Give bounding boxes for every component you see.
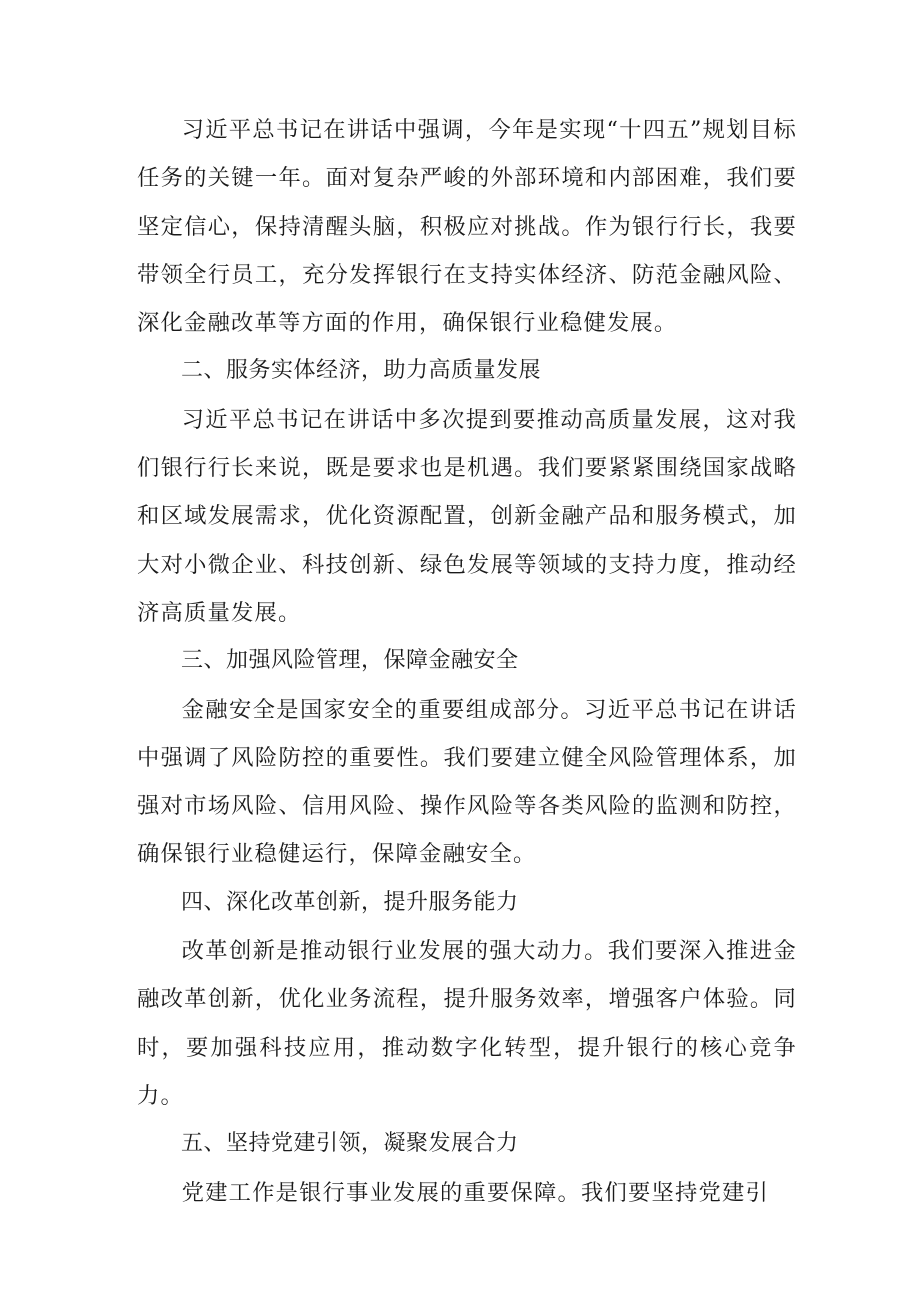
- document-page: [137, 106, 797, 1217]
- paragraph-section-5: 党建工作是银行事业发展的重要保障。我们要坚持党建引: [181, 1179, 770, 1206]
- paragraph-intro: 习近平总书记在讲话中强调，今年是实现“十四五”规划目标任务的关键一年。面对复杂严峻的外部环境和内部困难，我们要坚定信心，保持清醒头脑，积极应对挑战。作为银行行长，我要带领全行员工，充分发挥银行在支持实体经济、防范金融风险、深化金融改革等方面的作用，确保银行业稳健发展。: [137, 117, 797, 337]
- section-heading-3: 三、加强风险管理，保障金融安全: [181, 648, 519, 674]
- section-heading-5: 五、坚持党建引领，凝聚发展合力: [181, 1131, 519, 1157]
- paragraph-section-3: 金融安全是国家安全的重要组成部分。习近平总书记在讲话中强调了风险防控的重要性。我们要建立健全风险管理体系，加强对市场风险、信用风险、操作风险等各类风险的监测和防控，确保银行业稳健运行，保障金融安全。: [137, 696, 797, 868]
- paragraph-section-4: 改革创新是推动银行业发展的强大动力。我们要深入推进金融改革创新，优化业务流程，提升服务效率，增强客户体验。同时，要加强科技应用，推动数字化转型，提升银行的核心竞争力。: [137, 938, 797, 1109]
- section-heading-2: 二、服务实体经济，助力高质量发展: [181, 358, 542, 384]
- section-heading-4: 四、深化改革创新，提升服务能力: [181, 889, 519, 915]
- paragraph-section-2: 习近平总书记在讲话中多次提到要推动高质量发展，这对我们银行行长来说，既是要求也是机遇。我们要紧紧围绕国家战略和区域发展需求，优化资源配置，创新金融产品和服务模式，加大对小微企业、科技创新、绿色发展等领域的支持力度，推动经济高质量发展。: [137, 406, 797, 626]
